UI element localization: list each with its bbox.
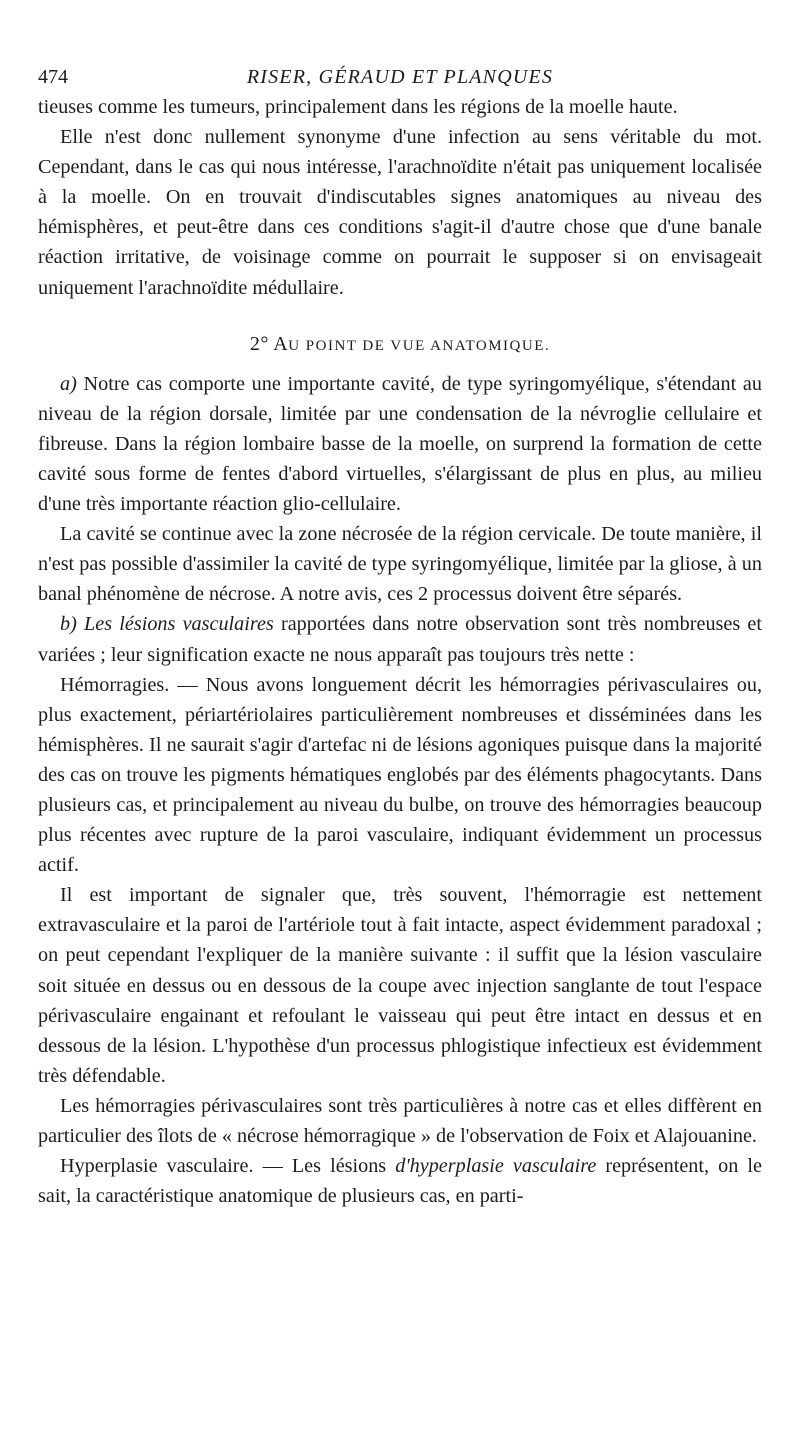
paragraph-necrosis: La cavité se continue avec la zone nécrosée de la région cervicale. De toute manière, il n'est pas possible d'assimiler la cavité de type syringomyélique, limitée par la gliose, à un banal phénomène de nécrose. A notre avis, ces 2 processus doivent être séparés.: [38, 523, 762, 606]
running-head: [38, 60, 762, 92]
document-page: [38, 60, 762, 1211]
paragraph-label-a: a): [60, 372, 77, 395]
paragraph-extravascular: Il est important de signaler que, très souvent, l'hémorragie est nettement extravasculaire et la paroi de l'artériole tout à fait intacte, aspect évidemment paradoxal ; on peut cependant l'expliquer de la manière suivante : il suffit que la lésion vasculaire soit située en dessus ou en dessous de la coupe avec injection sanglante de tout l'espace périvasculaire engainant et refoulant le vaisseau qui peut être intact en dessus et en dessous de la lésion. L'hypothèse d'un processus phlogistique infectieux est évidemment très défendable.: [38, 884, 762, 1087]
paragraph-label-b: b) Les lésions vasculaires: [60, 613, 274, 636]
paragraph-perivascular: Les hémorragies périvasculaires sont très particulières à notre cas et elles diffèrent en particulier des îlots de « nécrose hémorragique » de l'observation de Foix et Alajouanine.: [38, 1094, 762, 1147]
paragraph-hyperplasia: [38, 1151, 762, 1211]
section-heading-number: 2° A: [249, 332, 289, 355]
paragraph-vascular-lesions-text: rapportées dans notre observation sont très nombreuses et variées ; leur signification exacte ne nous apparaît pas toujours très nette :: [38, 613, 763, 666]
paragraph-cavity-text: Notre cas comporte une importante cavité, de type syringomyélique, s'étendant au niveau de la région dorsale, limitée par une condensation de la névroglie cellulaire et fibreuse. Dans la région lombaire basse de la moelle, on surprend la formation de cette cavité sous forme de fentes d'abord virtuelles, s'élargissant de plus en plus, au milieu d'une très importante réaction glio-cellulaire.: [38, 372, 762, 516]
section-heading-text: U POINT DE VUE ANATOMIQUE.: [288, 337, 551, 354]
section-heading-anatomique: [38, 329, 762, 361]
running-head-title: RISER, GÉRAUD ET PLANQUES: [246, 66, 554, 88]
paragraph-vascular-lesions: [38, 609, 762, 669]
paragraph-hyperplasia-start: Hyperplasie vasculaire. — Les lésions: [60, 1155, 396, 1178]
paragraph-cavity: [38, 369, 762, 519]
paragraph-hyperplasia-end: représentent, on le sait, la caractéristique anatomique de plusieurs cas, en parti-: [38, 1155, 762, 1208]
paragraph-continuation: tieuses comme les tumeurs, principalement dans les régions de la moelle haute.: [38, 96, 678, 118]
page-number: 474: [38, 66, 68, 88]
paragraph-hemorrhages: Hémorragies. — Nous avons longuement décrit les hémorragies périvasculaires ou, plus exactement, périartériolaires particulièrement nombreuses et disséminées dans les hémisphères. Il ne saurait s'agir d'artefac ni de lésions agoniques puisque dans la majorité des cas on trouve les pigments hématiques englobés par des éléments phagocytants. Dans plusieurs cas, et principalement au niveau du bulbe, on trouve des hémorragies beaucoup plus récentes avec rupture de la paroi vasculaire, indiquant évidemment un processus actif.: [38, 673, 762, 877]
paragraph-hyperplasia-italic: d'hyperplasie vasculaire: [395, 1155, 597, 1178]
paragraph-arachnoiditis: Elle n'est donc nullement synonyme d'une infection au sens véritable du mot. Cependant, dans le cas qui nous intéresse, l'arachnoïdite n'était pas uniquement localisée à la moelle. On en trouvait d'indiscutables signes anatomiques au niveau des hémisphères, et peut-être dans ces conditions s'agit-il d'autre chose que d'une banale réaction irritative, de voisinage comme on pourrait le supposer si on envisageait uniquement l'arachnoïdite médullaire.: [38, 126, 762, 299]
body-text: [38, 92, 762, 1211]
